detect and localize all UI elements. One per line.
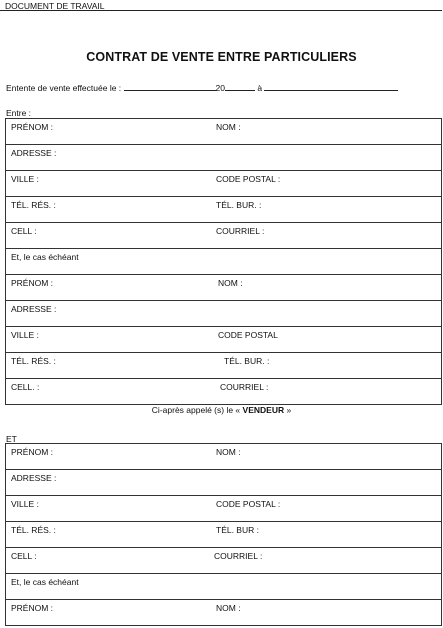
field-label-secondary: COURRIEL : [216, 226, 265, 236]
field-label-secondary: TÉL. BUR. : [224, 356, 270, 366]
form-row [6, 171, 442, 197]
field-label-secondary: COURRIEL : [214, 551, 263, 561]
et-label: ET [6, 434, 17, 444]
form-row [6, 223, 442, 249]
agreement-line [6, 82, 398, 93]
form-row [6, 379, 442, 405]
form-row [6, 600, 442, 626]
field-label: TÉL. RÉS. : [11, 525, 56, 535]
form-cell[interactable] [6, 353, 442, 379]
location-blank[interactable] [264, 82, 398, 91]
form-cell[interactable] [6, 301, 442, 327]
field-label: VILLE : [11, 330, 39, 340]
form-row [6, 548, 442, 574]
vendeur-suffix: » [286, 405, 292, 415]
form-cell[interactable] [6, 522, 442, 548]
form-cell[interactable] [6, 327, 442, 353]
field-label-secondary: CODE POSTAL : [216, 499, 281, 509]
form-cell[interactable] [6, 470, 442, 496]
field-label: PRÉNOM : [11, 278, 54, 288]
document-title: CONTRAT DE VENTE ENTRE PARTICULIERS [86, 50, 357, 64]
form-cell[interactable] [6, 496, 442, 522]
field-label: CELL. : [11, 382, 40, 392]
vendeur-bold: VENDEUR [242, 405, 285, 415]
field-label: TÉL. RÉS. : [11, 356, 56, 366]
form-cell[interactable] [6, 600, 442, 626]
form-row [6, 275, 442, 301]
date-blank[interactable] [124, 82, 216, 91]
buyer-table [5, 443, 442, 626]
agreement-prefix: Entente de vente effectuée le : [6, 83, 122, 93]
vendeur-line [0, 405, 443, 415]
form-cell[interactable] [6, 223, 442, 249]
form-row [6, 249, 442, 275]
form-row [6, 444, 442, 470]
form-cell[interactable] [6, 444, 442, 470]
form-cell[interactable] [6, 379, 442, 405]
field-label-secondary: NOM : [216, 603, 241, 613]
field-label: VILLE : [11, 499, 39, 509]
form-row [6, 197, 442, 223]
form-row [6, 574, 442, 600]
form-row [6, 119, 442, 145]
location-at: à [257, 83, 263, 93]
field-label: VILLE : [11, 174, 39, 184]
form-row [6, 522, 442, 548]
field-label: Et, le cas échéant [11, 577, 79, 587]
form-cell[interactable] [6, 171, 442, 197]
header-label: DOCUMENT DE TRAVAIL [5, 1, 105, 11]
document-header [0, 0, 442, 11]
field-label: PRÉNOM : [11, 603, 54, 613]
form-cell[interactable] [6, 548, 442, 574]
vendeur-prefix: Ci-après appelé (s) le « [151, 405, 241, 415]
form-row [6, 496, 442, 522]
form-row [6, 301, 442, 327]
field-label-secondary: NOM : [216, 122, 241, 132]
field-label-secondary: COURRIEL : [220, 382, 269, 392]
field-label: PRÉNOM : [11, 122, 54, 132]
field-label-secondary: CODE POSTAL [218, 330, 278, 340]
form-cell[interactable] [6, 197, 442, 223]
field-label-secondary: NOM : [216, 447, 241, 457]
field-label: CELL : [11, 551, 37, 561]
field-label: Et, le cas échéant [11, 252, 79, 262]
form-row [6, 145, 442, 171]
field-label: ADRESSE : [11, 473, 57, 483]
form-cell[interactable] [6, 145, 442, 171]
field-label: ADRESSE : [11, 304, 57, 314]
year-blank[interactable] [225, 82, 255, 91]
field-label-secondary: NOM : [218, 278, 243, 288]
form-cell[interactable] [6, 574, 442, 600]
field-label-secondary: TÉL. BUR : [216, 525, 259, 535]
form-row [6, 327, 442, 353]
form-row [6, 470, 442, 496]
entre-label: Entre : [6, 108, 32, 118]
field-label: PRÉNOM : [11, 447, 54, 457]
form-row [6, 353, 442, 379]
form-cell[interactable] [6, 249, 442, 275]
year-prefix: 20 [215, 83, 225, 93]
field-label: ADRESSE : [11, 148, 57, 158]
form-cell[interactable] [6, 275, 442, 301]
form-cell[interactable] [6, 119, 442, 145]
field-label: TÉL. RÉS. : [11, 200, 56, 210]
field-label-secondary: CODE POSTAL : [216, 174, 281, 184]
field-label-secondary: TÉL. BUR. : [216, 200, 262, 210]
seller-table [5, 118, 442, 405]
field-label: CELL : [11, 226, 37, 236]
